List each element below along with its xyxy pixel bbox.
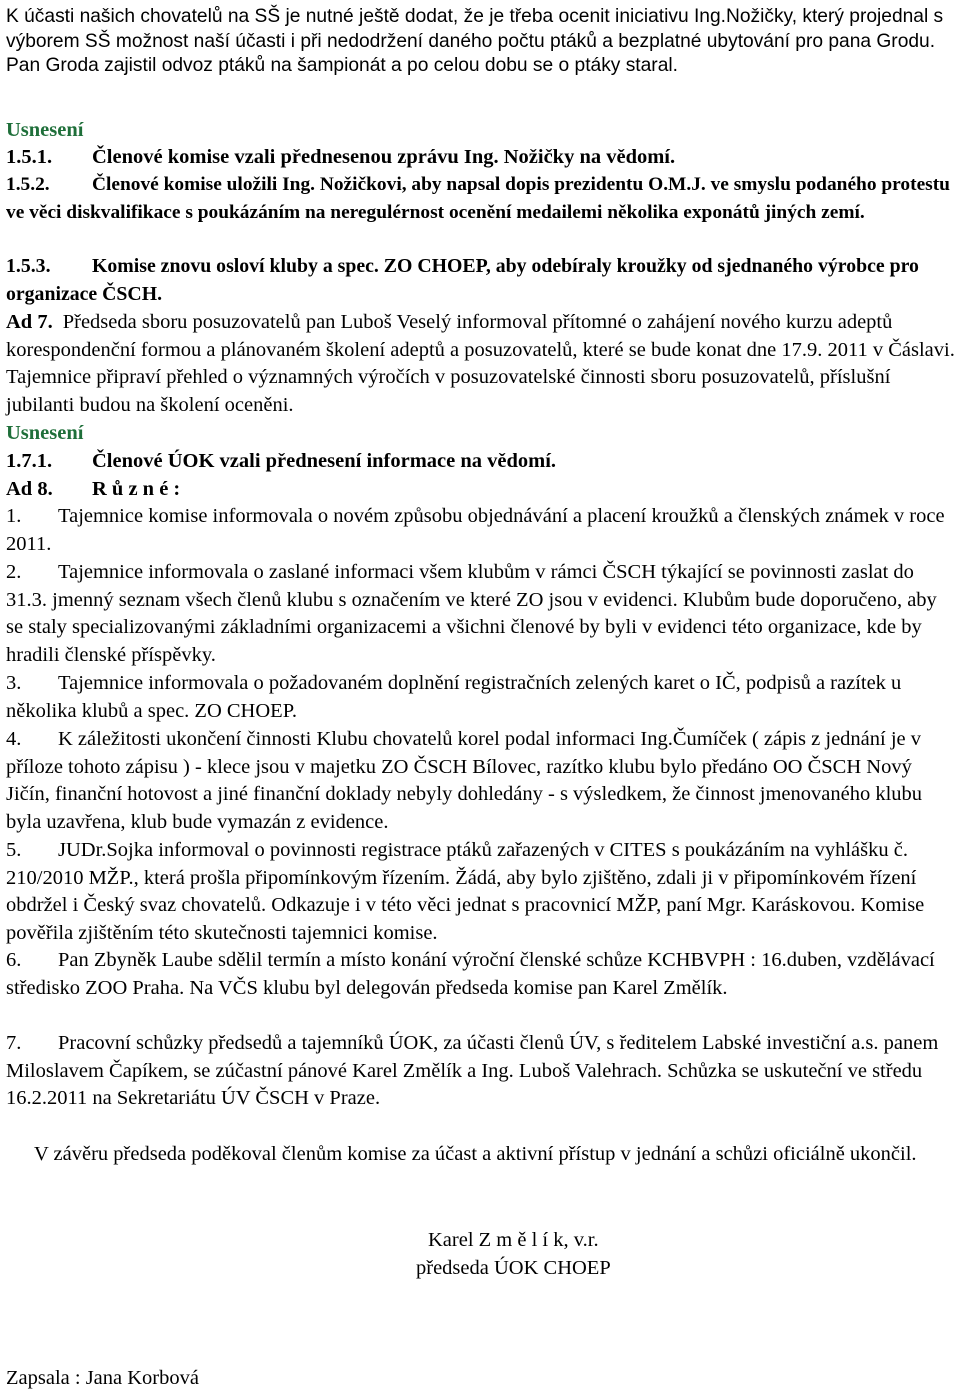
resolution-number: 1.5.2. — [6, 174, 50, 195]
item-number: 3. — [6, 672, 22, 694]
ad-title: R ů z n é : — [92, 478, 181, 500]
resolution-a-heading — [6, 117, 956, 145]
resolution-item — [6, 253, 956, 308]
closing-paragraph: V závěru předseda poděkoval členům komise za účast a aktivní přístup v jednání a schůzi oficiálně ukončil. — [34, 1143, 917, 1165]
list-item — [6, 1030, 956, 1113]
resolution-number: 1.7.1. — [6, 450, 53, 472]
item-number: 1. — [6, 505, 22, 527]
item-text: Pan Zbyněk Laube sdělil termín a místo konání výroční členské schůze KCHBVPH : 16.duben, vzdělávací středisko ZOO Praha. Na VČS klubu byl delegován předseda komise pan Karel Změlík. — [6, 949, 935, 999]
ad-text: Předseda sboru posuzovatelů pan Luboš Veselý informoval přítomné o zahájení nového kurzu adeptů korespondenční formou a plánovaném školení adeptů a posuzovatelů, které se bude konat dne 17.9. 2011 v Čáslavi. Tajemnice připraví přehled o významných výročích v posuzovatelské činnosti sboru posuzovatelů, příslušní jubilanti budou na školení oceněni. — [6, 311, 955, 416]
item-text: Pracovní schůzky předsedů a tajemníků ÚOK, za účasti členů ÚV, s ředitelem Labské investiční a.s. panem Miloslavem Čapíkem, se zúčastní pánové Karel Změlík a Ing. Luboš Valehrach. Schůzka se uskuteční ve středu 16.2.2011 na Sekretariátu ÚV ČSCH v Praze. — [6, 1032, 939, 1109]
item-number: 4. — [6, 728, 22, 750]
item-number: 2. — [6, 561, 22, 583]
intro-paragraph: K účasti našich chovatelů na SŠ je nutné ještě dodat, že je třeba ocenit iniciativu Ing.Nožičky, který projednal s výborem SŠ možnost naší účasti i při nedodržení daného počtu ptáků a bezplatné ubytování pro pana Grodu. Pan Groda zajistil odvoz ptáků na šampionát a po celou dobu se o ptáky staral. — [6, 6, 944, 76]
resolution-text: Členové komise vzali přednesenou zprávu Ing. Nožičky na vědomí. — [92, 146, 676, 168]
list-item — [6, 670, 956, 725]
item-text: Tajemnice informovala o požadovaném doplnění registračních zelených karet o IČ, podpisů a razítek u několika klubů a spec. ZO CHOEP. — [6, 672, 902, 722]
ad-label: Ad 8. — [6, 478, 53, 500]
item-text: Tajemnice komise informovala o novém způsobu objednávání a placení kroužků a členských známek v roce 2011. — [6, 505, 945, 555]
resolution-text: Komise znovu osloví kluby a spec. ZO CHOEP, aby odebíraly kroužky od sjednaného výrobce pro organizace ČSCH. — [6, 255, 919, 305]
resolution-heading: Usnesení — [6, 422, 84, 444]
resolution-heading: Usnesení — [6, 119, 84, 141]
item-number: 6. — [6, 949, 22, 971]
resolution-number: 1.5.3. — [6, 255, 51, 277]
resolution-text: Členové komise uložili Ing. Nožičkovi, aby napsal dopis prezidentu O.M.J. ve smyslu podaného protestu ve věci diskvalifikace s poukázáním na neregulérnost ocenění medailemi několika exponátů jiných zemí. — [6, 174, 950, 223]
ad-label: Ad 7. — [6, 311, 53, 333]
signature-block — [416, 1227, 716, 1282]
signature-name: Karel Z m ě l í k, v.r. — [428, 1229, 599, 1251]
ad8-heading — [6, 476, 956, 504]
resolution-text: Členové ÚOK vzali přednesení informace na vědomí. — [92, 450, 557, 472]
ad7-paragraph — [6, 309, 956, 419]
resolution-item — [6, 448, 956, 476]
item-text: K záležitosti ukončení činnosti Klubu chovatelů korel podal informaci Ing.Čumíček ( zápis z jednání je v příloze tohoto zápisu ) - klece jsou v majetku ZO ČSCH Bílovec, razítko klubu bylo předáno OO ČSCH Nový Jičín, finanční hotovost a jiné finanční doklady nebyly dohledány - s výsledkem, že činnost jmenovaného klubu byla uzavřena, klub bude vymazán z evidence. — [6, 728, 923, 833]
list-item — [6, 837, 956, 947]
resolution-number: 1.5.1. — [6, 146, 53, 168]
list-item — [6, 947, 956, 1002]
item-text: JUDr.Sojka informoval o povinnosti registrace ptáků zařazených v CITES s poukázáním na vyhlášku č. 210/2010 MŽP., která prošla připomínkovým řízením. Žádá, aby bylo zjištěno, zdali ji v připomínkovém řízení obdržel i Český svaz chovatelů. Odkazuje i v této věci jednat s pracovnicí MŽP, paní Mgr. Karáskovou. Komise pověřila zjištěním této skutečnosti tajemnici komise. — [6, 839, 925, 944]
recorder-line: Zapsala : Jana Korbová — [6, 1367, 199, 1389]
signature-role: předseda ÚOK CHOEP — [416, 1256, 611, 1279]
list-item — [6, 503, 956, 558]
item-number: 7. — [6, 1032, 22, 1054]
list-item — [6, 559, 956, 669]
item-text: Tajemnice informovala o zaslané informaci všem klubům v rámci ČSCH týkající se povinnosti zaslat do 31.3. jmenný seznam všech členů klubu s označením ve které ZO jsou v evidenci. Klubům bude doporučeno, aby se staly specializovanými základními organizacemi a všichni členové by byli v evidenci této organizace, kde by hradili členské příspěvky. — [6, 561, 937, 666]
resolution-item — [6, 171, 956, 226]
item-number: 5. — [6, 839, 22, 861]
list-item — [6, 726, 956, 836]
resolution-b-heading — [6, 420, 956, 448]
resolution-item — [6, 144, 956, 172]
